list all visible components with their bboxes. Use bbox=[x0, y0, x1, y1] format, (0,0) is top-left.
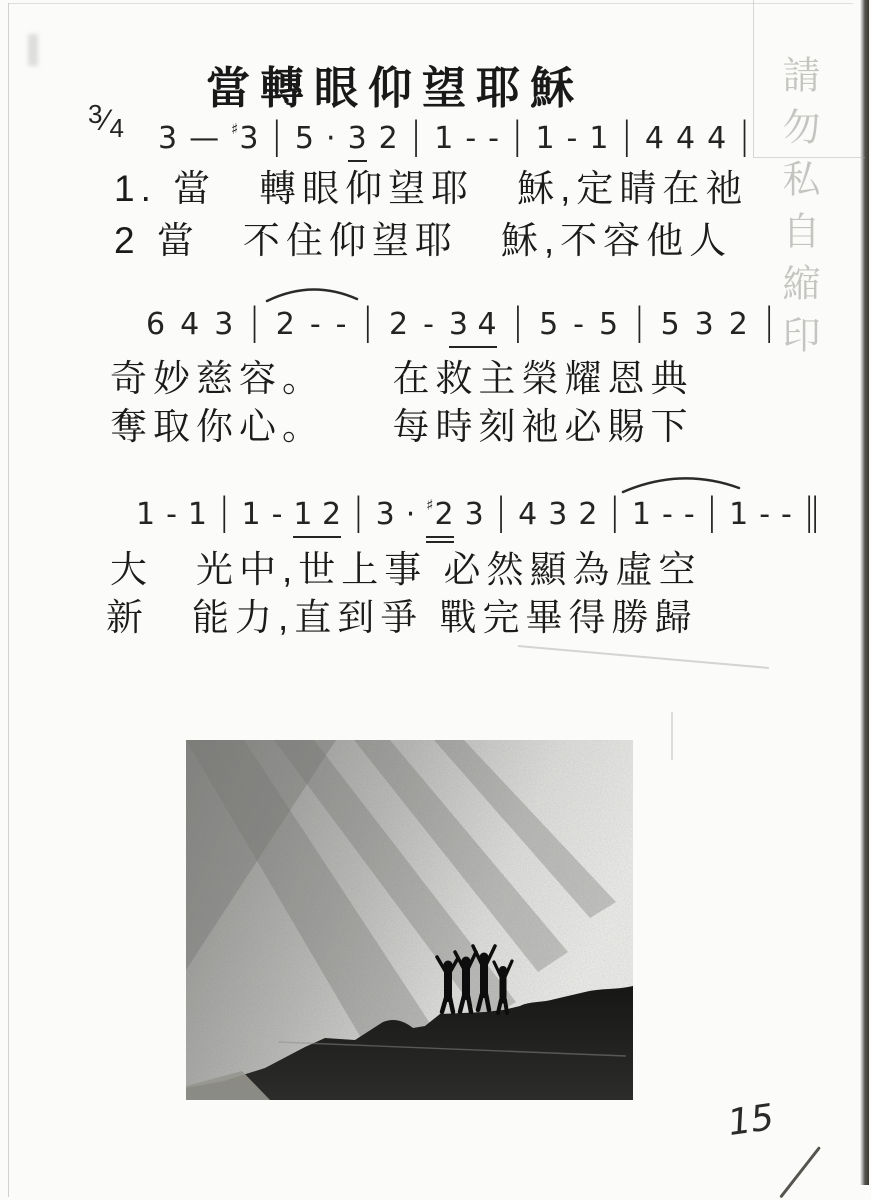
hymn-photo bbox=[186, 740, 633, 1100]
note-token: 4 bbox=[676, 121, 696, 156]
barline: | bbox=[608, 490, 621, 533]
barline: | bbox=[510, 114, 524, 157]
barline: | bbox=[248, 300, 261, 343]
lyrics-row-3: 奇妙慈容。 在救主榮耀恩典 bbox=[110, 358, 694, 399]
notation-line-3 bbox=[136, 488, 821, 543]
barline: | bbox=[738, 114, 751, 157]
note-token: 3 bbox=[348, 119, 367, 162]
note-token: 4 bbox=[644, 121, 665, 156]
barline: | bbox=[361, 300, 374, 343]
note-token: 1 bbox=[535, 121, 555, 156]
scan-right-dark-edge bbox=[860, 0, 869, 1185]
page-top-edge-line bbox=[8, 3, 853, 4]
note-token: 1 2 bbox=[293, 495, 341, 538]
note-token: 5 bbox=[294, 121, 315, 156]
lyrics-row-2: 2 當 不住仰望耶 穌,不容他人 bbox=[114, 220, 733, 261]
note-token: 2 bbox=[388, 307, 409, 342]
note-token: - bbox=[566, 121, 578, 156]
page-number: 15 bbox=[725, 1097, 777, 1144]
note-token: 3 bbox=[214, 307, 234, 342]
note-token: 1 bbox=[241, 497, 261, 532]
time-signature-numerator: 3 bbox=[88, 99, 103, 129]
note-token: - bbox=[573, 307, 584, 342]
note-token: - bbox=[423, 307, 434, 342]
note-token: 4 bbox=[518, 497, 538, 532]
crease-line-vertical bbox=[671, 712, 673, 760]
note-token: — bbox=[189, 121, 220, 156]
lyrics-row-1: 1. 當 轉眼仰望耶 穌,定睛在祂 bbox=[114, 168, 749, 209]
hymn-title: 當轉眼仰望耶穌 bbox=[206, 64, 584, 113]
note-token: 2 bbox=[728, 307, 748, 342]
slur-arc-line2 bbox=[264, 284, 360, 304]
tie-arc-line3 bbox=[620, 474, 742, 496]
note-token: - bbox=[759, 497, 771, 532]
notation-line-1 bbox=[158, 112, 751, 162]
note-token: 5 bbox=[599, 307, 619, 342]
note-token: 4 bbox=[180, 307, 200, 342]
note-token: - bbox=[683, 497, 695, 532]
note-token: 2 bbox=[275, 307, 295, 342]
notation-line-2 bbox=[146, 298, 775, 348]
note-token: 1 bbox=[631, 497, 651, 532]
note-token: ♯3 bbox=[231, 120, 259, 156]
lyrics-row-4: 奪取你心。 每時刻祂必賜下 bbox=[110, 406, 694, 447]
note-token: 5 bbox=[660, 307, 680, 342]
barline: | bbox=[633, 300, 646, 343]
crease-line-diagonal bbox=[518, 645, 769, 669]
note-token: 3 4 bbox=[449, 305, 497, 348]
scan-edge-curve bbox=[779, 1146, 821, 1198]
note-token: 3 bbox=[158, 121, 178, 156]
note-token: - bbox=[781, 497, 792, 532]
page-left-edge-line bbox=[8, 3, 9, 1197]
note-token: 1 bbox=[729, 497, 749, 532]
note-token: 3 bbox=[548, 497, 568, 532]
sharp-accidental: ♯ bbox=[426, 496, 434, 514]
note-token: 3 bbox=[464, 497, 484, 532]
note-token: 6 bbox=[146, 307, 166, 342]
note-token: · bbox=[326, 121, 336, 156]
note-token: - bbox=[488, 121, 499, 156]
barline: | bbox=[270, 114, 283, 157]
note-token: - bbox=[465, 121, 477, 156]
note-token: 3 bbox=[375, 497, 395, 532]
scan-smudge bbox=[28, 34, 38, 66]
lyrics-row-6: 新 能力,直到爭 戰完畢得勝歸 bbox=[106, 597, 698, 638]
note-token: - bbox=[166, 497, 177, 532]
time-signature bbox=[88, 99, 124, 143]
time-signature-slash: ⁄ bbox=[103, 104, 109, 137]
note-token: 2 bbox=[378, 121, 398, 156]
note-token: 1 bbox=[136, 497, 156, 532]
barline: ‖ bbox=[802, 490, 822, 533]
barline: | bbox=[218, 490, 231, 533]
note-token: · bbox=[405, 497, 416, 532]
note-token: 1 bbox=[434, 121, 454, 156]
barline: | bbox=[352, 490, 365, 533]
barline: | bbox=[494, 490, 508, 533]
note-token: - bbox=[335, 307, 347, 342]
note-token: 2 bbox=[578, 497, 598, 532]
lyrics-row-5: 大 光中,世上事 必然顯為虛空 bbox=[110, 549, 702, 590]
barline: | bbox=[511, 300, 525, 343]
note-token: - bbox=[271, 497, 283, 532]
barline: | bbox=[762, 300, 776, 343]
sharp-accidental: ♯ bbox=[231, 120, 239, 138]
note-token: - bbox=[662, 497, 673, 532]
note-token: ♯2 bbox=[426, 495, 453, 543]
note-token: 5 bbox=[539, 307, 559, 342]
note-token: 1 bbox=[589, 121, 609, 156]
barline: | bbox=[409, 114, 423, 157]
note-token: - bbox=[309, 307, 321, 342]
faint-vertical-stamp-text: 請勿私自縮印 bbox=[776, 55, 818, 367]
barline: | bbox=[620, 114, 633, 157]
barline: | bbox=[705, 490, 719, 533]
note-token: 3 bbox=[694, 307, 714, 342]
note-token: 4 bbox=[707, 121, 727, 156]
time-signature-denominator: 4 bbox=[109, 113, 124, 143]
note-token: 1 bbox=[187, 497, 208, 532]
